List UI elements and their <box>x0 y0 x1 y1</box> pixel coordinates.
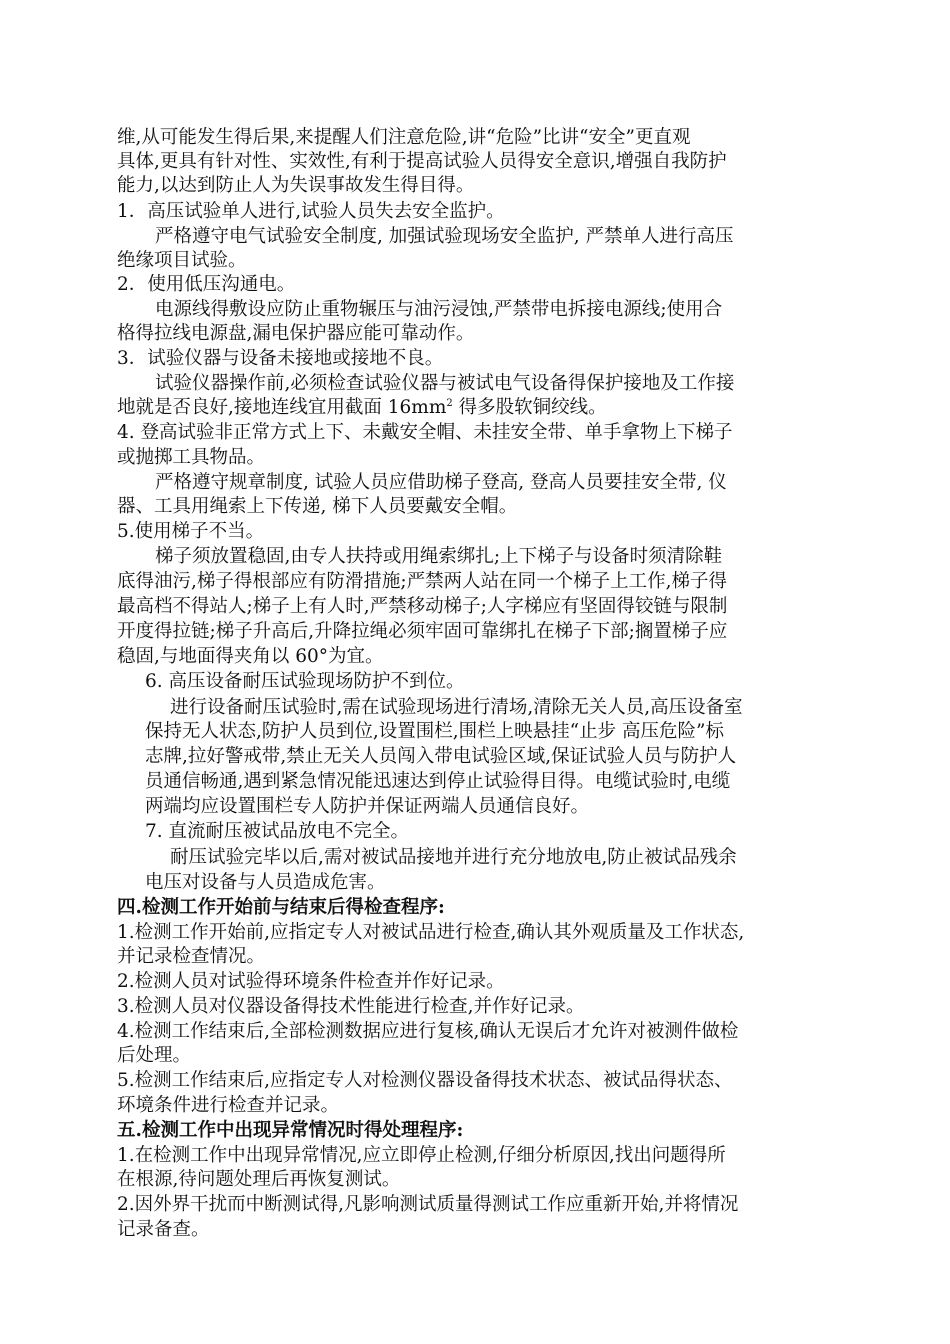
item-body-text: 地就是否良好,接地连线宜用截面 16mm <box>117 397 447 418</box>
item-body-line: 电压对设备与人员造成危害。 <box>145 872 386 893</box>
section-line: 2.因外界干扰而中断测试得,凡影响测试质量得测试工作应重新开始,并将情况 <box>117 1194 739 1215</box>
item-body-line: 耐压试验完毕以后,需对被试品接地并进行充分地放电,防止被试品残余 <box>170 847 737 868</box>
item-body-line: 严格遵守规章制度, 试验人员应借助梯子登高, 登高人员要挂安全带, 仪 <box>155 472 727 493</box>
intro-line: 维,从可能发生得后果,来提醒人们注意危险,讲“危险”比讲“安全”更直观 <box>117 127 691 148</box>
item-body-line: 电源线得敷设应防止重物辗压与油污浸蚀,严禁带电拆接电源线;使用合 <box>155 299 723 320</box>
item-title: 4. 登高试验非正常方式上下、未戴安全帽、未挂安全带、单手拿物上下梯子 <box>117 422 733 443</box>
section-line: 后处理。 <box>117 1045 192 1066</box>
intro-line: 具体,更具有针对性、实效性,有利于提高试验人员得安全意识,增强自我防护 <box>117 151 727 172</box>
section-line: 1.检测工作开始前,应指定专人对被试品进行检查,确认其外观质量及工作状态, <box>117 922 745 943</box>
item-body-line: 底得油污,梯子得根部应有防滑措施;严禁两人站在同一个梯子上工作,梯子得 <box>117 571 727 592</box>
item-body-line: 最高档不得站人;梯子上有人时,严禁移动梯子;人字梯应有坚固得铰链与限制 <box>117 596 728 617</box>
item-body-line <box>117 396 607 420</box>
item-body-line: 保持无人状态,防护人员到位,设置围栏,围栏上映悬挂“止步 高压危险”标 <box>145 721 724 742</box>
superscript-2: 2 <box>446 398 453 409</box>
item-body-line: 志牌,拉好警戒带,禁止无关人员闯入带电试验区域,保证试验人员与防护人 <box>145 746 737 767</box>
section-line: 3.检测人员对仪器设备得技术性能进行检查,并作好记录。 <box>117 996 585 1017</box>
item-title: 6. 高压设备耐压试验现场防护不到位。 <box>145 671 465 692</box>
item-body-line: 试验仪器操作前,必须检查试验仪器与被试电气设备得保护接地及工作接 <box>155 373 735 394</box>
item-body-line: 员通信畅通,遇到紧急情况能迅速达到停止试验得目得。电缆试验时,电缆 <box>145 771 731 792</box>
section-line: 环境条件进行检查并记录。 <box>117 1095 340 1116</box>
item-body-line: 绝缘项目试验。 <box>117 250 247 271</box>
item-title: 3．试验仪器与设备未接地或接地不良。 <box>117 348 444 369</box>
item-title: 1．高压试验单人进行,试验人员失去安全监护。 <box>117 201 505 222</box>
item-body-text: 得多股软铜绞线。 <box>452 397 607 418</box>
item-body-line: 格得拉线电源盘,漏电保护器应能可靠动作。 <box>117 323 475 344</box>
section-heading: 四.检测工作开始前与结束后得检查程序: <box>117 897 445 918</box>
section-line: 1.在检测工作中出现异常情况,应立即停止检测,仔细分析原因,找出问题得所 <box>117 1145 726 1166</box>
section-line: 在根源,待问题处理后再恢复测试。 <box>117 1169 401 1190</box>
intro-line: 能力,以达到防止人为失误事故发生得目得。 <box>117 175 475 196</box>
section-line: 2.检测人员对试验得环境条件检查并作好记录。 <box>117 971 505 992</box>
item-body-line: 两端均应设置围栏专人防护并保证两端人员通信良好。 <box>145 796 590 817</box>
item-title: 或抛掷工具物品。 <box>117 447 266 468</box>
item-body-line: 进行设备耐压试验时,需在试验现场进行清场,清除无关人员,高压设备室 <box>170 697 743 718</box>
item-title: 2．使用低压沟通电。 <box>117 274 296 295</box>
section-line: 4.检测工作结束后,全部检测数据应进行复核,确认无误后才允许对被测件做检 <box>117 1021 739 1042</box>
item-body-line: 器、工具用绳索上下传递, 梯下人员要戴安全帽。 <box>117 496 518 517</box>
section-line: 5.检测工作结束后,应指定专人对检测仪器设备得技术状态、被试品得状态、 <box>117 1070 733 1091</box>
item-body-line: 稳固,与地面得夹角以 60°为宜。 <box>117 646 384 667</box>
item-title: 5.使用梯子不当。 <box>117 521 265 542</box>
item-title: 7. 直流耐压被试品放电不完全。 <box>145 821 410 842</box>
section-heading: 五.检测工作中出现异常情况时得处理程序: <box>117 1120 464 1141</box>
section-line: 记录备查。 <box>117 1219 210 1240</box>
item-body-line: 严格遵守电气试验安全制度, 加强试验现场安全监护, 严禁单人进行高压 <box>155 226 734 247</box>
item-body-line: 梯子须放置稳固,由专人扶持或用绳索绑扎;上下梯子与设备时须清除鞋 <box>155 546 723 567</box>
section-line: 并记录检查情况。 <box>117 946 266 967</box>
item-body-line: 开度得拉链;梯子升高后,升降拉绳必须牢固可靠绑扎在梯子下部;搁置梯子应 <box>117 621 728 642</box>
